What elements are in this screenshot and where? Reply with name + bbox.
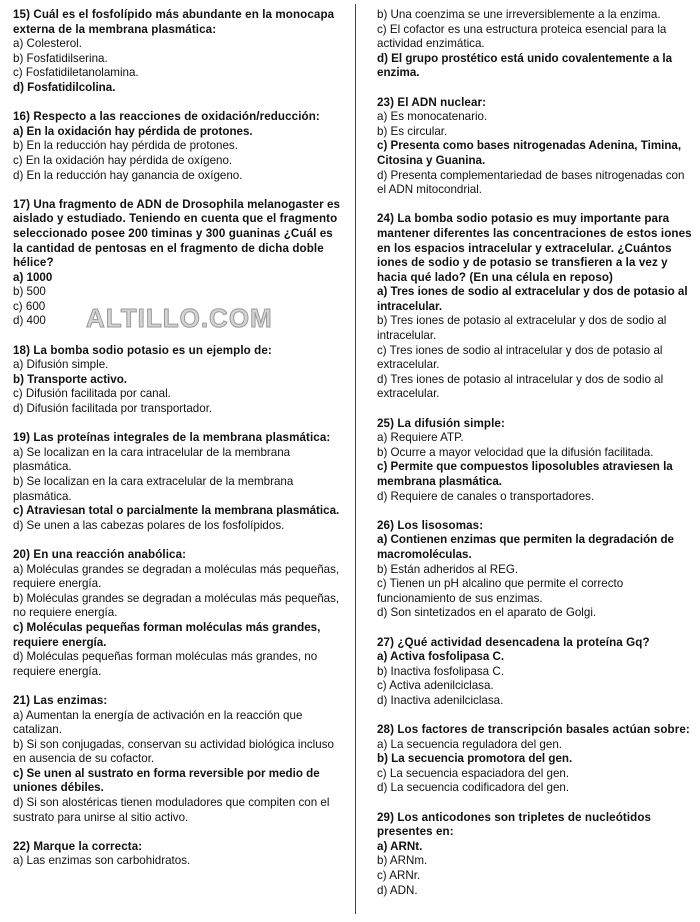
answer-option: b) Se localizan en la cara extracelular de la membrana plasmática.	[13, 475, 294, 503]
answer-option: d) Se unen a las cabezas polares de los fosfolípidos.	[13, 518, 285, 532]
answer-option: a) La secuencia reguladora del gen.	[377, 737, 562, 751]
question-block	[377, 811, 695, 899]
answer-option: c) Tienen un pH alcalino que permite el correcto funcionamiento de sus enzimas.	[377, 577, 624, 605]
question-block	[13, 110, 345, 183]
correct-option: a) En la oxidación hay pérdida de protones.	[13, 124, 253, 138]
question-block	[377, 636, 695, 709]
question-block	[377, 519, 695, 621]
correct-option: d) El grupo prostético está unido covalentemente a la enzima.	[377, 51, 673, 80]
column-divider	[355, 4, 356, 914]
question-block	[13, 694, 345, 825]
answer-option: c) En la oxidación hay pérdida de oxígeno.	[13, 153, 233, 167]
answer-option: d) 400	[13, 314, 46, 328]
question-block	[377, 96, 695, 198]
answer-option: d) Difusión facilitada por transportador.	[13, 402, 213, 416]
question-text: 26) Los lisosomas:	[377, 518, 484, 532]
question-text: 24) La bomba sodio potasio es muy importante para mantener diferentes las concentraciones de estos iones en los espacios intracelular y extracelular. ¿Cuántos iones de sodio y de potasio se transfieren a la vez y hacia qué lado? (En una célula en reposo)	[377, 212, 692, 284]
answer-option: a) Moléculas grandes se degradan a moléculas más pequeñas, requiere energía.	[13, 562, 340, 591]
correct-option: a) Activa fosfolipasa C.	[377, 650, 505, 664]
answer-option: d) Presenta complementariedad de bases nitrogenadas con el ADN mitocondrial.	[377, 168, 685, 197]
answer-option: b) Inactiva fosfolipasa C.	[377, 664, 504, 678]
question-block	[377, 212, 695, 402]
question-text: 22) Marque la correcta:	[13, 839, 143, 853]
right-column	[377, 8, 695, 913]
left-column	[13, 8, 345, 884]
question-text: 27) ¿Qué actividad desencadena la proteína Gq?	[377, 635, 650, 649]
answer-option: c) ARNr.	[377, 869, 421, 883]
question-block	[13, 431, 345, 533]
answer-option: b) En la reducción hay pérdida de protones.	[13, 139, 238, 153]
question-block	[377, 417, 695, 505]
answer-option: b) Ocurre a mayor velocidad que la difusión facilitada.	[377, 445, 654, 459]
correct-option: c) Presenta como bases nitrogenadas Adenina, Timina, Citosina y Guanina.	[377, 139, 682, 167]
question-text: 19) Las proteínas integrales de la membrana plasmática:	[13, 431, 331, 445]
answer-option: a) Las enzimas son carbohidratos.	[13, 854, 191, 868]
question-block	[13, 840, 345, 869]
correct-option: a) Tres iones de sodio al extracelular y dos de potasio al intracelular.	[377, 285, 688, 313]
answer-option: b) Fosfatidilserina.	[13, 51, 108, 65]
question-text: 29) Los anticodones son tripletes de nucleótidos presentes en:	[377, 810, 652, 839]
watermark: ALTILLO.COM	[86, 303, 273, 333]
answer-option: c) Activa adenilciclasa.	[377, 679, 494, 693]
answer-option: d) Tres iones de potasio al intracelular y dos de sodio al extracelular.	[377, 372, 664, 401]
question-block	[13, 344, 345, 417]
answer-option: a) Difusión simple.	[13, 358, 109, 372]
answer-option: d) Son sintetizados en el aparato de Golgi.	[377, 606, 597, 620]
question-block	[13, 548, 345, 679]
correct-option: b) Transporte activo.	[13, 372, 128, 386]
answer-option: c) La secuencia espaciadora del gen.	[377, 766, 570, 780]
answer-option: b) Es circular.	[377, 124, 448, 138]
question-text: 15) Cuál es el fosfolípido más abundante en la monocapa externa de la membrana plasmática:	[13, 8, 335, 36]
question-text: 25) La difusión simple:	[377, 416, 505, 430]
correct-option: a) ARNt.	[377, 839, 423, 853]
answer-option: c) 600	[13, 299, 46, 313]
question-text: 28) Los factores de transcripción basales actúan sobre:	[377, 723, 690, 737]
correct-option: c) Permite que compuestos liposolubles atraviesen la membrana plasmática.	[377, 460, 673, 488]
answer-option: c) Tres iones de sodio al intracelular y dos de potasio al extracelular.	[377, 343, 663, 372]
correct-option: a) Contienen enzimas que permiten la degradación de macromoléculas.	[377, 533, 674, 561]
answer-option: b) ARNm.	[377, 854, 428, 868]
answer-option: a) Se localizan en la cara intracelular de la membrana plasmática.	[13, 445, 291, 474]
correct-option: a) 1000	[13, 270, 53, 284]
correct-option: c) Se unen al sustrato en forma reversible por medio de uniones débiles.	[13, 766, 320, 795]
answer-option: d) Requiere de canales o transportadores.	[377, 489, 595, 503]
answer-option: a) Colesterol.	[13, 37, 82, 51]
answer-option: d) En la reducción hay ganancia de oxígeno.	[13, 168, 243, 182]
answer-option: a) Aumentan la energía de activación en la reacción que catalizan.	[13, 708, 303, 737]
question-text: 20) En una reacción anabólica:	[13, 547, 187, 561]
question-text: 18) La bomba sodio potasio es un ejemplo de:	[13, 343, 272, 357]
answer-option: b) 500	[13, 285, 46, 299]
answer-option: d) ADN.	[377, 883, 418, 897]
answer-option: b) Moléculas grandes se degradan a moléculas más pequeñas, no requiere energía.	[13, 591, 340, 620]
answer-option: a) Requiere ATP.	[377, 431, 464, 445]
answer-option: d) Si son alostéricas tienen moduladores que compiten con el sustrato para unirse al sitio activo.	[13, 796, 330, 824]
answer-option: b) Una coenzima se une irreversiblemente a la enzima.	[377, 8, 661, 21]
correct-option: c) Atraviesan total o parcialmente la membrana plasmática.	[13, 504, 340, 518]
answer-option: d) Inactiva adenilciclasa.	[377, 693, 504, 707]
answer-option: c) Fosfatidiletanolamina.	[13, 66, 139, 80]
answer-option: b) Tres iones de potasio al extracelular y dos de sodio al intracelular.	[377, 314, 667, 343]
answer-option: b) Si son conjugadas, conservan su actividad biológica incluso en ausencia de su cofactor.	[13, 737, 334, 766]
answer-option: d) La secuencia codificadora del gen.	[377, 781, 570, 795]
question-text: 23) El ADN nuclear:	[377, 95, 487, 109]
question-text: 17) Una fragmento de ADN de Drosophila melanogaster es aislado y estudiado. Teniendo en cuenta que el fragmento seleccionado posee 200 timinas y 300 guaninas ¿Cuál es la cantidad de pentosas en el fragmento de dicha doble hélice?	[13, 197, 341, 270]
answer-option: b) Están adheridos al REG.	[377, 562, 519, 576]
question-text: 21) Las enzimas:	[13, 693, 108, 707]
correct-option: c) Moléculas pequeñas forman moléculas más grandes, requiere energía.	[13, 620, 321, 649]
correct-option: d) Fosfatidilcolina.	[13, 80, 116, 94]
answer-option: c) Difusión facilitada por canal.	[13, 387, 171, 401]
question-block	[377, 8, 695, 81]
question-text: 16) Respecto a las reacciones de oxidación/reducción:	[13, 110, 320, 124]
question-block	[13, 8, 345, 96]
answer-option: d) Moléculas pequeñas forman moléculas más grandes, no requiere energía.	[13, 650, 318, 678]
answer-option: c) El cofactor es una estructura proteica esencial para la actividad enzimática.	[377, 22, 667, 51]
correct-option: b) La secuencia promotora del gen.	[377, 752, 573, 766]
question-block	[377, 723, 695, 796]
answer-option: a) Es monocatenario.	[377, 110, 488, 124]
